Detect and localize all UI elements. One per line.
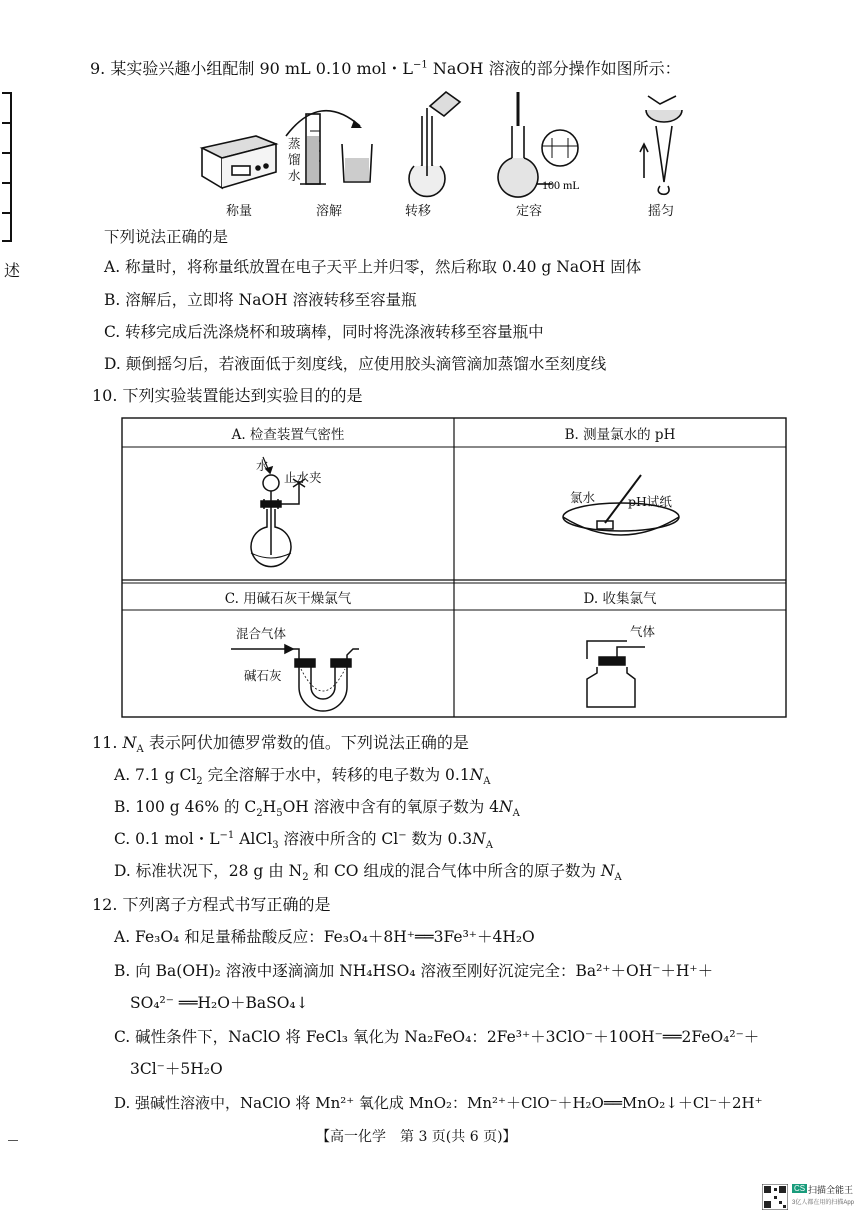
label-gas: 气体 [630, 624, 656, 639]
margin-tick [2, 182, 11, 184]
q9-option-b: B. 溶解后，立即将 NaOH 溶液转移至容量瓶 [104, 291, 417, 309]
step-shake: 摇匀 [648, 204, 675, 219]
label-ph-paper: pH试纸 [628, 494, 672, 509]
pour-arrow-head [351, 120, 362, 128]
q12-option-c-line2: 3Cl⁻＋5H₂O [130, 1060, 223, 1078]
beaker-icon [342, 144, 372, 182]
q11-option-d: D. 标准状况下，28 g 由 $N_2$ 和 CO 组成的混合气体中所含的原子数为 $N_A$ [114, 862, 622, 884]
margin-tick [2, 92, 11, 94]
margin-char: 述 [4, 261, 21, 280]
margin-tick [2, 240, 11, 242]
step-transfer: 转移 [405, 204, 432, 219]
q11-option-c: C. 0.1 mol・$L^{-1}$ AlCl$_3$ 溶液中所含的 Cl− 数为 $0.3N_A$ [114, 829, 493, 852]
scanner-badge-icon: CS [794, 1184, 806, 1193]
q10-b-title: B. 测量氯水的 pH [564, 427, 676, 443]
q12-stem: 12. 下列离子方程式书写正确的是 [92, 895, 331, 914]
label-clamp: 止水夹 [284, 470, 322, 485]
graduated-cylinder-icon [300, 114, 326, 184]
q11-stem: 11. $N_A$ 表示阿伏加德罗常数的值。下列说法正确的是 [92, 733, 469, 756]
scanner-watermark [762, 1184, 862, 1218]
scanner-subtitle: 3亿人都在用的扫描App [792, 1200, 855, 1206]
q11-option-b: B. 100 g 46% 的 $C_2H_5OH$ 溶液中含有的氧原子数为 $4N_A$ [114, 798, 520, 820]
gas-collection-bottle-icon [587, 641, 645, 707]
q12-option-c-line1: C. 碱性条件下，NaClO 将 FeCl₃ 氧化为 Na₂FeO₄：2Fe³⁺＋3ClO⁻＋10OH⁻══2FeO₄²⁻＋ [114, 1028, 760, 1046]
step-dissolve: 溶解 [316, 204, 343, 219]
q12-option-a: A. Fe₃O₄ 和足量稀盐酸反应：Fe₃O₄＋8H⁺══3Fe³⁺＋4H₂O [114, 928, 535, 946]
margin-tick [2, 122, 11, 124]
label-water: 水 [256, 458, 269, 473]
q10-stem: 10. 下列实验装置能达到实验目的的是 [92, 386, 363, 405]
q9-stem: 9. 某实验兴趣小组配制 90 mL 0.10 mol・$L^{-1}$ NaOH 溶液的部分操作如图所示： [90, 59, 681, 78]
q12-option-b-line1: B. 向 Ba(OH)₂ 溶液中逐滴滴加 NH₄HSO₄ 溶液至刚好沉淀完全：Ba²⁺＋OH⁻＋H⁺＋ [114, 962, 714, 980]
label-chlorine-water: 氯水 [570, 490, 596, 505]
footer-left-mark [8, 1140, 18, 1141]
electronic-balance-icon [202, 136, 276, 188]
q11-option-a: A. 7.1 g $Cl_2$ 完全溶解于水中，转移的电子数为 $0.1N_A$ [114, 766, 491, 788]
shaking-flask-icon [640, 96, 682, 194]
q10-apparatus-table [121, 417, 787, 718]
q10-d-title: D. 收集氯气 [583, 591, 657, 607]
label-mixed-gas: 混合气体 [236, 626, 287, 641]
margin-tick [2, 212, 11, 214]
margin-bracket-line [10, 92, 12, 242]
scanner-name: 扫描全能王 [808, 1185, 854, 1195]
q12-option-d: D. 强碱性溶液中，NaClO 将 Mn²⁺ 氧化成 MnO₂：Mn²⁺＋ClO⁻＋H₂O══MnO₂↓＋Cl⁻＋2H⁺ [114, 1094, 763, 1112]
pour-arrow [286, 111, 360, 136]
q10-c-title: C. 用碱石灰干燥氯气 [224, 591, 352, 607]
q9-prompt: 下列说法正确的是 [104, 228, 229, 246]
step-weigh: 称量 [226, 204, 253, 219]
page-footer: 【高一化学 第 3 页(共 6 页)】 [316, 1129, 517, 1145]
qr-code-icon [762, 1184, 788, 1210]
flask-volume-label: 100 mL [542, 178, 580, 192]
water-label: 蒸馏水 [288, 136, 301, 183]
margin-tick [2, 152, 11, 154]
volumetric-flask-transfer-icon [409, 92, 460, 196]
label-soda-lime: 碱石灰 [244, 668, 282, 683]
q9-option-d: D. 颠倒摇匀后，若液面低于刻度线，应使用胶头滴管滴加蒸馏水至刻度线 [104, 355, 607, 373]
q12-option-b-line2: SO₄²⁻ ══H₂O＋BaSO₄↓ [130, 994, 309, 1012]
q9-option-c: C. 转移完成后洗涤烧杯和玻璃棒，同时将洗涤液转移至容量瓶中 [104, 323, 544, 341]
q9-procedure-figure [190, 86, 710, 216]
step-constant-volume: 定容 [516, 204, 543, 219]
q10-a-title: A. 检查装置气密性 [231, 427, 345, 443]
q9-option-a: A. 称量时，将称量纸放置在电子天平上并归零，然后称取 0.40 g NaOH 固体 [104, 258, 642, 276]
